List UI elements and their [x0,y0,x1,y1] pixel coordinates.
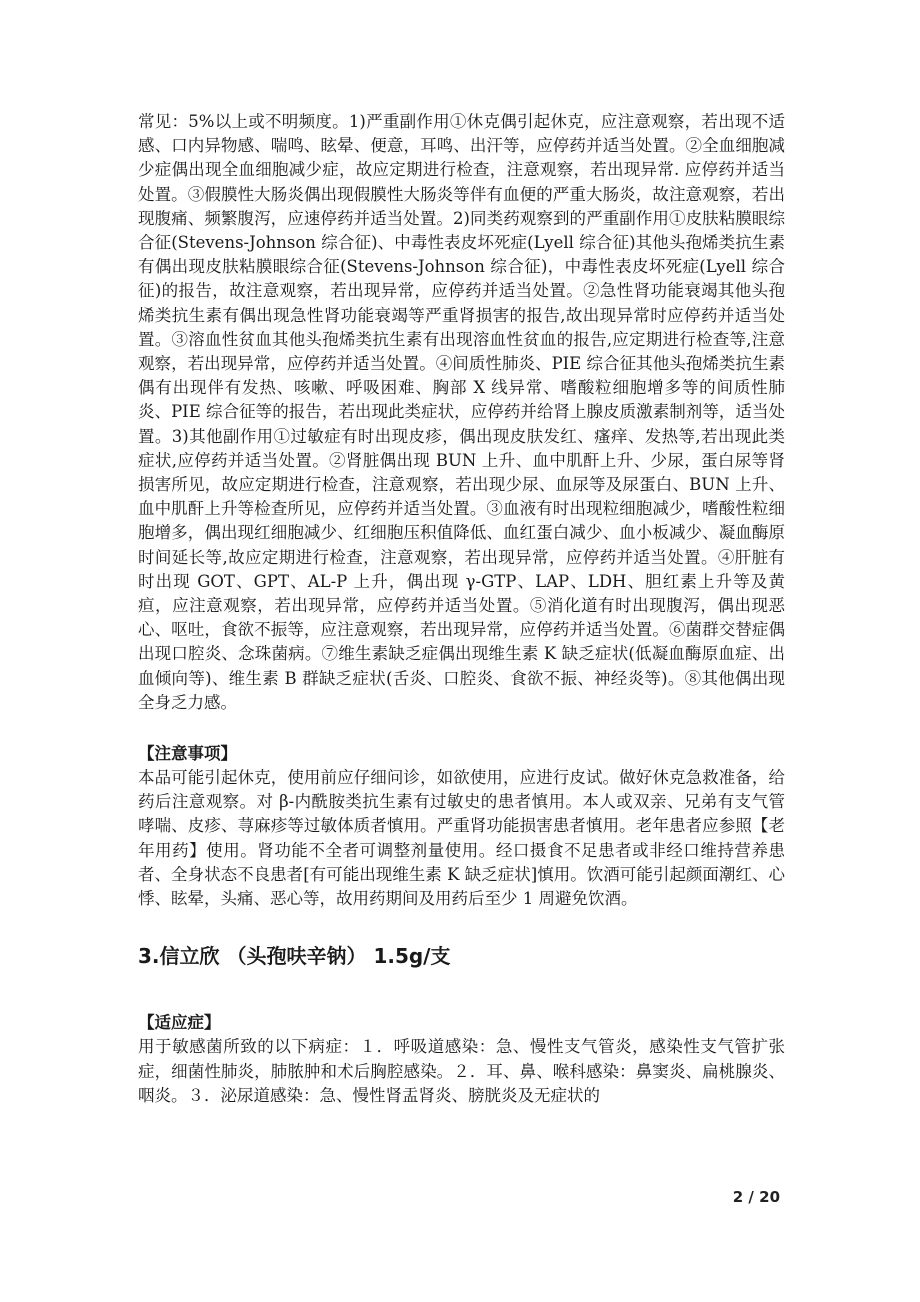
spacer [138,715,785,742]
indications-heading: 【适应症】 [138,1013,221,1033]
indications-paragraph: 用于敏感菌所致的以下病症：１．呼吸道感染：急、慢性支气管炎，感染性支气管扩张症，细菌性肺炎，肺脓肿和术后胸腔感染。２．耳、鼻、喉科感染：鼻窦炎、扁桃腺炎、咽炎。３．泌尿道感染：急、慢性肾盂肾炎、膀胱炎及无症状的 [138,1037,785,1105]
spacer [138,971,785,1011]
adverse-reactions-paragraph: 常见：5%以上或不明频度。1)严重副作用①休克偶引起休克，应注意观察，若出现不适感、口内异物感、喘鸣、眩晕、便意，耳鸣、出汗等，应停药并适当处置。②全血细胞减少症偶出现全血细胞减少症，故应定期进行检查，注意观察，若出现异常. 应停药并适当处置。③假膜性大肠炎偶出现假膜性大肠炎等伴有血便的严重大肠炎，故注意观察，若出现腹痛、频繁腹泻，应速停药并适当处置。2)同类药观察到的严重副作用①皮肤粘膜眼综合征(Stevens-Johnson 综合征)、中毒性表皮坏死症(Lyell 综合征)其他头孢烯类抗生素有偶出现皮肤粘膜眼综合征(Stevens-Johnson 综合征)，中毒性表皮坏死症(Lyell 综合征)的报告，故注意观察，若出现异常，应停药并适当处置。②急性肾功能衰竭其他头孢烯类抗生素有偶出现急性肾功能衰竭等严重肾损害的报告,故出现异常时应停药并适当处置。③溶血性贫血其他头孢烯类抗生素有出现溶血性贫血的报告,应定期进行检查等,注意观察，若出现异常，应停药并适当处置。④间质性肺炎、PIE 综合征其他头孢烯类抗生素偶有出现伴有发热、咳嗽、呼吸困难、胸部 X 线异常、嗜酸粒细胞增多等的间质性肺炎、PIE 综合征等的报告，若出现此类症状，应停药并给肾上腺皮质激素制剂等，适当处置。3)其他副作用①过敏症有时出现皮疹，偶出现皮肤发红、瘙痒、发热等,若出现此类症状,应停药并适当处置。②肾脏偶出现 BUN 上升、血中肌酐上升、少尿，蛋白尿等肾损害所见，故应定期进行检查，注意观察，若出现少尿、血尿等及尿蛋白、BUN 上升、血中肌酐上升等检查所见，应停药并适当处置。③血液有时出现粒细胞减少，嗜酸性粒细胞增多，偶出现红细胞减少、红细胞压积值降低、血红蛋白减少、血小板减少、凝血酶原时间延长等,故应定期进行检查，注意观察，若出现异常，应停药并适当处置。④肝脏有时出现 GOT、GPT、AL-P 上升，偶出现 γ-GTP、LAP、LDH、胆红素上升等及黄疸，应注意观察，若出现异常，应停药并适当处置。⑤消化道有时出现腹泻，偶出现恶心、呕吐，食欲不振等，应注意观察，若出现异常，应停药并适当处置。⑥菌群交替症偶出现口腔炎、念珠菌病。⑦维生素缺乏症偶出现维生素 K 缺乏症状(低凝血酶原血症、出血倾向等)、维生素 B 群缺乏症状(舌炎、口腔炎、食欲不振、神经炎等)。⑧其他偶出现全身乏力感。 [138,112,785,712]
spacer [138,911,785,941]
page-number: 2 / 20 [732,1188,780,1206]
document-page [138,110,785,1108]
precautions-heading: 【注意事项】 [138,744,237,764]
drug-title: 3.信立欣 （头孢呋辛钠） 1.5g/支 [138,944,451,969]
precautions-paragraph: 本品可能引起休克，使用前应仔细问诊，如欲使用，应进行皮试。做好休克急救准备，给药后注意观察。对 β-内酰胺类抗生素有过敏史的患者慎用。本人或双亲、兄弟有支气管哮喘、皮疹、荨麻疹等过敏体质者慎用。严重肾功能损害患者慎用。老年患者应参照【老年用药】使用。肾功能不全者可调整剂量使用。经口摄食不足患者或非经口维持营养患者、全身状态不良患者[有可能出现维生素 K 缺乏症状]慎用。饮酒可能引起颜面潮红、心悸、眩晕，头痛、恶心等，故用药期间及用药后至少 1 周避免饮酒。 [138,768,785,909]
